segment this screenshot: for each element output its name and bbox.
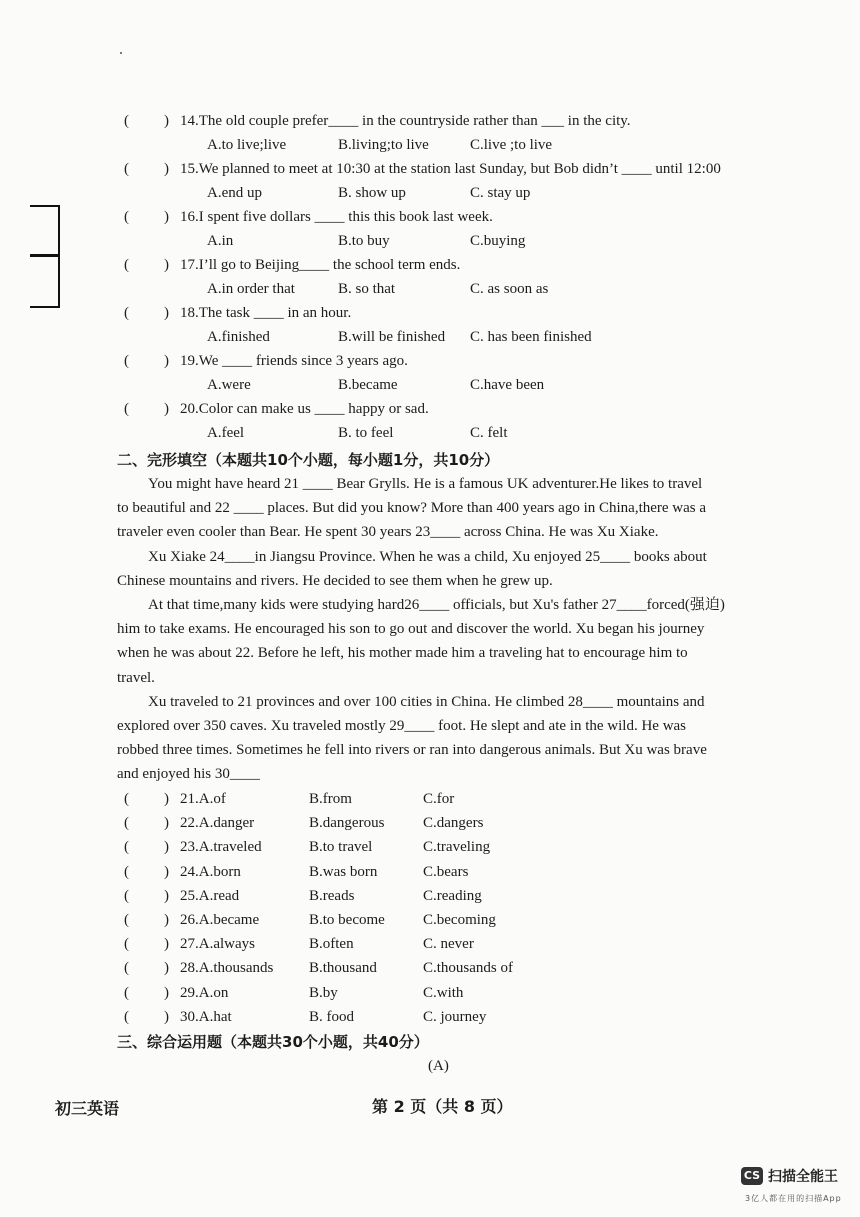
answer-paren-open: ( (124, 936, 129, 953)
question-number-option-a: 27.A.always (180, 936, 255, 953)
passage-line: Xu Xiake 24____in Jiangsu Province. When he was a child, Xu enjoyed 25____ books about (148, 548, 707, 565)
answer-paren-open: ( (124, 960, 129, 977)
option-b: B.thousand (309, 960, 377, 977)
option-b: B. food (309, 1008, 354, 1025)
camscanner-tagline: 3亿人都在用的扫描App (745, 1194, 842, 1203)
option-a: A.finished (207, 329, 270, 345)
answer-paren-close: ) (164, 113, 169, 129)
option-a: A.end up (207, 185, 262, 201)
answer-paren-close: ) (164, 209, 169, 225)
binding-bracket-top (30, 205, 60, 257)
passage-line: explored over 350 caves. Xu traveled mostly 29____ foot. He slept and ate in the wild. He was (117, 718, 687, 734)
answer-paren-close: ) (164, 305, 169, 321)
answer-paren-open: ( (124, 815, 129, 832)
question-number-option-a: 26.A.became (180, 912, 260, 928)
answer-paren-close: ) (164, 401, 169, 417)
option-c: C.with (423, 984, 464, 1001)
passage-line: traveler even cooler than Bear. He spent 30 years 23____ across China. He was Xu Xiake. (117, 524, 659, 541)
option-c: C. never (423, 936, 474, 953)
option-b: B.to travel (309, 839, 373, 856)
option-b: B.was born (309, 863, 378, 880)
option-c: C. has been finished (470, 329, 592, 345)
answer-paren-close: ) (164, 912, 169, 928)
option-b: B.reads (309, 887, 355, 904)
answer-paren-close: ) (164, 353, 169, 369)
option-b: B.will be finished (338, 329, 446, 345)
answer-paren-open: ( (124, 912, 129, 928)
option-a: A.were (207, 377, 251, 393)
option-b: B.from (309, 791, 352, 807)
answer-paren-open: ( (124, 839, 129, 856)
passage-line: You might have heard 21 ____ Bear Grylls. He is a famous UK adventurer.He likes to travel (148, 476, 703, 492)
option-c: C.reading (423, 887, 482, 904)
answer-paren-open: ( (124, 305, 129, 321)
option-a: A.in (207, 233, 234, 249)
passage-line: him to take exams. He encouraged his son to go out and discover the world. Xu began his journey (117, 621, 705, 638)
answer-paren-close: ) (164, 984, 169, 1001)
option-c: C.thousands of (423, 960, 513, 977)
question-stem: 14.The old couple prefer____ in the countryside rather than ___ in the city. (180, 113, 631, 129)
question-number-option-a: 22.A.danger (180, 815, 255, 832)
passage-line: travel. (117, 669, 155, 686)
option-c: C. as soon as (470, 281, 549, 297)
answer-paren-open: ( (124, 209, 129, 225)
answer-paren-close: ) (164, 863, 169, 880)
answer-paren-close: ) (164, 791, 169, 807)
question-stem: 16.I spent five dollars ____ this this book last week. (180, 209, 493, 225)
question-stem: 20.Color can make us ____ happy or sad. (180, 401, 429, 417)
answer-paren-close: ) (164, 257, 169, 273)
option-b: B.living;to live (338, 137, 429, 153)
answer-paren-close: ) (164, 815, 169, 832)
passage-line: robbed three times. Sometimes he fell into rivers or ran into dangerous animals. But Xu was brave (117, 742, 707, 759)
binding-bracket-bottom (30, 254, 60, 308)
option-c: C.for (423, 791, 455, 807)
answer-paren-open: ( (124, 113, 129, 129)
answer-paren-close: ) (164, 936, 169, 953)
section-3-subheading: (A) (428, 1058, 449, 1074)
answer-paren-open: ( (124, 401, 129, 417)
answer-paren-close: ) (164, 161, 169, 177)
question-stem: 18.The task ____ in an hour. (180, 305, 352, 321)
passage-line: when he was about 22. Before he left, his mother made him a traveling hat to encourage him to (117, 645, 688, 662)
footer-subject: 初三英语 (55, 1099, 120, 1118)
question-number-option-a: 28.A.thousands (180, 960, 274, 977)
answer-paren-open: ( (124, 863, 129, 880)
answer-paren-open: ( (124, 257, 129, 273)
option-c: C.becoming (423, 912, 496, 928)
passage-line: to beautiful and 22 ____ places. But did you know? More than 400 years ago in China,there was a (117, 500, 707, 517)
question-number-option-a: 24.A.born (180, 863, 241, 880)
answer-paren-close: ) (164, 960, 169, 977)
option-a: A.feel (207, 425, 245, 441)
answer-paren-open: ( (124, 984, 129, 1001)
answer-paren-open: ( (124, 1008, 129, 1025)
option-c: C.live ;to live (470, 137, 553, 153)
answer-paren-close: ) (164, 887, 169, 904)
passage-line: Xu traveled to 21 provinces and over 100 cities in China. He climbed 28____ mountains and (148, 693, 705, 710)
camscanner-name: 扫描全能王 (768, 1169, 838, 1185)
option-b: B.by (309, 984, 338, 1001)
option-a: A.to live;live (207, 137, 287, 153)
option-b: B. to feel (338, 425, 394, 441)
answer-paren-open: ( (124, 353, 129, 369)
option-c: C. felt (470, 425, 508, 441)
option-c: C.bears (423, 863, 469, 880)
answer-paren-open: ( (124, 161, 129, 177)
question-number-option-a: 21.A.of (180, 791, 226, 807)
passage-line: and enjoyed his 30____ (117, 766, 260, 783)
question-number-option-a: 29.A.on (180, 984, 229, 1001)
scan-dot (120, 52, 122, 54)
option-c: C. journey (423, 1008, 487, 1025)
answer-paren-open: ( (124, 887, 129, 904)
question-number-option-a: 23.A.traveled (180, 839, 262, 856)
answer-paren-open: ( (124, 791, 129, 807)
option-b: B. so that (338, 281, 396, 297)
option-b: B.to buy (338, 233, 390, 249)
option-b: B.became (338, 377, 398, 393)
option-c: C.have been (470, 377, 545, 393)
passage-line: Chinese mountains and rivers. He decided to see them when he grew up. (117, 572, 553, 589)
section-2-title: 二、完形填空（本题共10个小题，每小题1分，共10分） (117, 451, 500, 469)
option-b: B.to become (309, 912, 385, 928)
section-3-title: 三、综合运用题（本题共30个小题，共40分） (117, 1033, 429, 1051)
question-number-option-a: 30.A.hat (180, 1008, 232, 1025)
option-a: A.in order that (207, 281, 295, 297)
option-c: C.traveling (423, 839, 491, 856)
option-b: B.often (309, 936, 354, 953)
answer-paren-close: ) (164, 839, 169, 856)
option-c: C.buying (470, 233, 526, 249)
question-stem: 17.I’ll go to Beijing____ the school term ends. (180, 257, 461, 273)
option-b: B.dangerous (309, 815, 385, 832)
question-number-option-a: 25.A.read (180, 887, 240, 904)
answer-paren-close: ) (164, 1008, 169, 1025)
footer-page-number: 第 2 页（共 8 页） (372, 1097, 513, 1116)
passage-line: At that time,many kids were studying hard26____ officials, but Xu's father 27____forced(强迫) (148, 597, 725, 613)
option-b: B. show up (338, 185, 406, 201)
camscanner-logo-icon: CS (741, 1167, 763, 1185)
question-stem: 15.We planned to meet at 10:30 at the station last Sunday, but Bob didn’t ____ until 12:00 (180, 161, 721, 177)
option-c: C. stay up (470, 185, 531, 201)
option-c: C.dangers (423, 815, 484, 832)
question-stem: 19.We ____ friends since 3 years ago. (180, 353, 408, 369)
